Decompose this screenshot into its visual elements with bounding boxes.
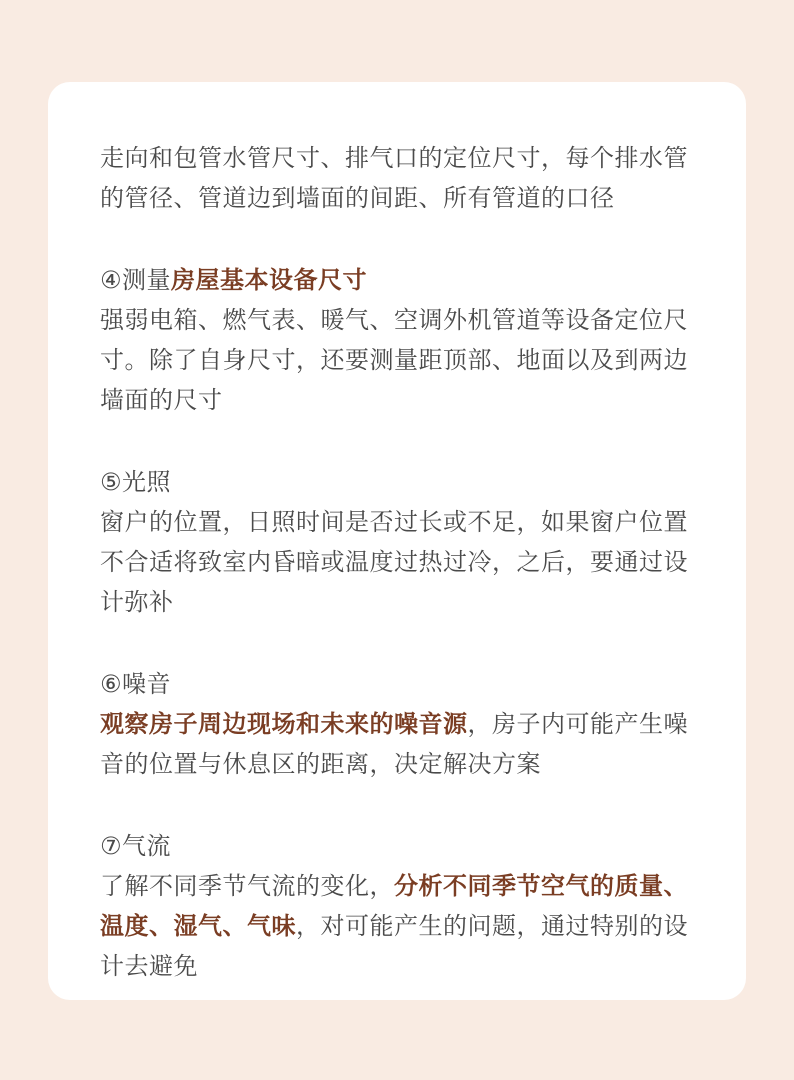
section-6-body — [100, 704, 700, 784]
section-4-heading — [100, 260, 700, 300]
intro-paragraph: 走向和包管水管尺寸、排气口的定位尺寸，每个排水管的管径、管道边到墙面的间距、所有管道的口径 — [100, 144, 688, 212]
section-4-title-highlight: 房屋基本设备尺寸 — [171, 266, 368, 294]
section-7 — [100, 826, 700, 986]
section-4-body: 强弱电箱、燃气表、暖气、空调外机管道等设备定位尺寸。除了自身尺寸，还要测量距顶部、地面以及到两边墙面的尺寸 — [100, 306, 688, 414]
section-5 — [100, 462, 700, 622]
section-intro — [100, 138, 700, 218]
section-5-body: 窗户的位置，日照时间是否过长或不足，如果窗户位置不合适将致室内昏暗或温度过热过冷，之后，要通过设计弥补 — [100, 508, 688, 616]
section-7-body-lead: 了解不同季节气流的变化， — [100, 872, 394, 900]
section-7-number: ⑦ — [100, 832, 123, 860]
section-6-title: 噪音 — [122, 670, 172, 698]
section-7-body-rest: ，对可能产生的问题，通过特别的设计去避免 — [100, 912, 688, 980]
section-7-body-highlight: 分析不同季节空气的质量、温度、湿气、气味 — [100, 872, 688, 940]
section-5-title: 光照 — [122, 468, 172, 496]
section-7-title: 气流 — [122, 832, 172, 860]
section-7-body — [100, 866, 700, 986]
section-6 — [100, 664, 700, 784]
section-4-number: ④ — [100, 266, 123, 294]
content-card — [48, 82, 746, 1000]
section-5-heading — [100, 462, 700, 502]
section-6-number: ⑥ — [100, 670, 123, 698]
section-7-heading — [100, 826, 700, 866]
section-6-heading — [100, 664, 700, 704]
section-5-number: ⑤ — [100, 468, 123, 496]
section-6-body-rest: ，房子内可能产生噪音的位置与休息区的距离，决定解决方案 — [100, 710, 688, 778]
section-4 — [100, 260, 700, 420]
section-6-body-highlight: 观察房子周边现场和未来的噪音源 — [100, 710, 468, 738]
section-4-title-plain: 测量 — [122, 266, 172, 294]
